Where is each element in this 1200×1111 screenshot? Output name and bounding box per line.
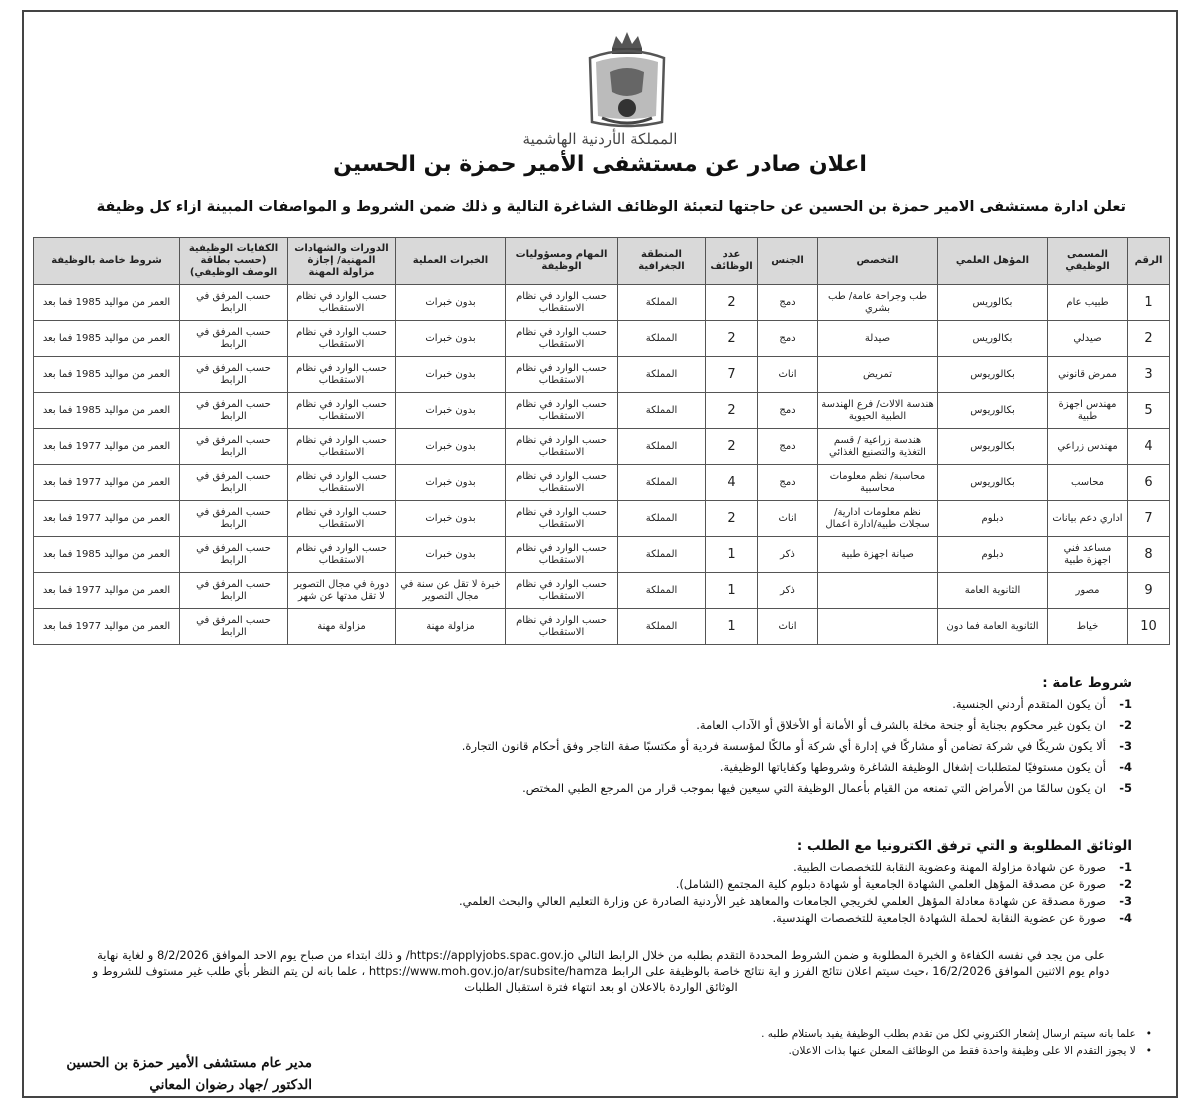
table-cell: حسب المرفق في الرابط [180, 609, 288, 645]
table-cell: مهندس زراعي [1048, 429, 1128, 465]
table-cell: 4 [706, 465, 758, 501]
table-cell: المملكة [618, 321, 706, 357]
table-cell: حسب الوارد في نظام الاستقطاب [288, 537, 396, 573]
apply-line-1: على من يجد في نفسه الكفاءة و الخبرة المطلوبة و ضمن الشروط المحددة التقدم بطلبه من خلال الرابط التالي https://applyjobs.spac.gov.jo/ و ذلك ابتداء من صباح يوم الاحد الموافق 8/2/2026 و لغاية نهاية [97, 948, 1105, 962]
table-cell: العمر من مواليد 1985 فما بعد [34, 285, 180, 321]
table-cell: خياط [1048, 609, 1128, 645]
list-item-text: ان يكون غير محكوم بجناية أو جنحة مخلة بالشرف أو الأمانة أو الأخلاق أو الآداب العامة. [696, 718, 1106, 732]
table-cell: بدون خبرات [396, 285, 506, 321]
table-cell: بدون خبرات [396, 393, 506, 429]
column-header: عدد الوظائف [706, 238, 758, 285]
column-header: شروط خاصة بالوظيفة [34, 238, 180, 285]
column-header: الدورات والشهادات المهنية/ إجازة مزاولة المهنة [288, 238, 396, 285]
table-cell: بكالوريوس [938, 357, 1048, 393]
table-cell: حسب المرفق في الرابط [180, 465, 288, 501]
table-cell: بدون خبرات [396, 465, 506, 501]
table-cell: 7 [706, 357, 758, 393]
table-cell: مصور [1048, 573, 1128, 609]
table-cell: 5 [1128, 393, 1170, 429]
table-cell: 2 [706, 393, 758, 429]
table-cell: بكالوريس [938, 285, 1048, 321]
list-item-number: 3- [1119, 739, 1132, 753]
table-cell: اناث [758, 357, 818, 393]
table-row [34, 501, 1170, 537]
table-cell: 9 [1128, 573, 1170, 609]
table-cell: 8 [1128, 537, 1170, 573]
table-cell: حسب الوارد في نظام الاستقطاب [288, 501, 396, 537]
table-cell: دمج [758, 429, 818, 465]
table-cell: المملكة [618, 465, 706, 501]
column-header: الخبرات العملية [396, 238, 506, 285]
list-item-text: أن يكون مستوفيًا لمتطلبات إشغال الوظيفة الشاغرة وشروطها وكفاياتها الوظيفية. [719, 760, 1106, 774]
table-cell: بكالوريوس [938, 393, 1048, 429]
jobs-table [33, 237, 1170, 645]
table-cell: صيدلة [818, 321, 938, 357]
table-cell: حسب الوارد في نظام الاستقطاب [288, 321, 396, 357]
table-cell: بدون خبرات [396, 321, 506, 357]
table-cell: العمر من مواليد 1977 فما بعد [34, 501, 180, 537]
table-cell: العمر من مواليد 1985 فما بعد [34, 357, 180, 393]
list-item [462, 718, 1132, 732]
apply-line-2: دوام يوم الاثنين الموافق 16/2/2026 ،حيث سيتم اعلان نتائج الفرز و اية نتائج خاصة بالوظيفة على الرابط https://www.moh.gov.jo/ar/subsite/hamza ، علما بانه لن يتم النظر بأي طلب غير مستوف للشروط و [92, 964, 1110, 978]
table-cell: ممرض قانوني [1048, 357, 1128, 393]
table-cell: مزاولة مهنة [288, 609, 396, 645]
table-cell: 10 [1128, 609, 1170, 645]
column-header: الجنس [758, 238, 818, 285]
table-cell: حسب المرفق في الرابط [180, 573, 288, 609]
table-cell: 1 [706, 573, 758, 609]
table-cell: حسب الوارد في نظام الاستقطاب [506, 465, 618, 501]
table-cell: العمر من مواليد 1985 فما بعد [34, 393, 180, 429]
announcement-title: اعلان صادر عن مستشفى الأمير حمزة بن الحسين [333, 152, 867, 177]
table-cell: طبيب عام [1048, 285, 1128, 321]
table-cell: 4 [1128, 429, 1170, 465]
list-item [462, 760, 1132, 774]
general-conditions-title: شروط عامة : [1042, 675, 1132, 691]
table-cell: 1 [1128, 285, 1170, 321]
table-cell: دمج [758, 321, 818, 357]
table-cell: المملكة [618, 609, 706, 645]
table-cell: حسب المرفق في الرابط [180, 501, 288, 537]
list-item [459, 894, 1132, 908]
column-header: المؤهل العلمي [938, 238, 1048, 285]
table-cell: مهندس اجهزة طبية [1048, 393, 1128, 429]
list-item-number: 1- [1119, 860, 1132, 874]
application-instructions [42, 947, 1160, 995]
table-cell: حسب المرفق في الرابط [180, 285, 288, 321]
table-cell: حسب الوارد في نظام الاستقطاب [288, 393, 396, 429]
table-cell: العمر من مواليد 1977 فما بعد [34, 429, 180, 465]
table-cell: بدون خبرات [396, 357, 506, 393]
list-item-number: 2- [1119, 877, 1132, 891]
list-item-text: أن يكون المتقدم أردني الجنسية. [952, 697, 1106, 711]
table-cell: اناث [758, 609, 818, 645]
column-header: المنطقة الجغرافية [618, 238, 706, 285]
table-cell: المملكة [618, 285, 706, 321]
table-row [34, 357, 1170, 393]
table-cell: دمج [758, 393, 818, 429]
column-header: التخصص [818, 238, 938, 285]
table-cell: مساعد فني اجهزة طبية [1048, 537, 1128, 573]
table-cell: هندسة الالات/ فرع الهندسة الطبية الحيوية [818, 393, 938, 429]
table-cell: بكالوريس [938, 321, 1048, 357]
table-cell: حسب الوارد في نظام الاستقطاب [506, 357, 618, 393]
table-row [34, 393, 1170, 429]
table-cell: العمر من مواليد 1977 فما بعد [34, 573, 180, 609]
table-cell: بكالوريوس [938, 429, 1048, 465]
table-cell: دمج [758, 465, 818, 501]
signature-title: مدير عام مستشفى الأمير حمزة بن الحسين [66, 1055, 312, 1071]
table-cell: دورة في مجال التصوير لا تقل مدتها عن شهر [288, 573, 396, 609]
table-cell: بدون خبرات [396, 537, 506, 573]
table-cell: خبرة لا تقل عن سنة في مجال التصوير [396, 573, 506, 609]
list-item-number: 3- [1119, 894, 1132, 908]
note-item: • علما بانه سيتم ارسال إشعار الكتروني لكل من تقدم بطلب الوظيفة يفيد باستلام طلبه . [692, 1028, 1152, 1040]
list-item-text: صورة عن مصدقة المؤهل العلمي الشهادة الجامعية أو شهادة دبلوم كلية المجتمع (الشامل). [675, 877, 1106, 891]
table-cell: 2 [706, 501, 758, 537]
table-cell: حسب الوارد في نظام الاستقطاب [288, 429, 396, 465]
intro-text: تعلن ادارة مستشفى الامير حمزة بن الحسين عن حاجتها لتعبئة الوظائف الشاغرة التالية و ذلك ضمن الشروط و المواصفات المبينة ازاء كل وظيفة [96, 199, 1126, 215]
column-header: الرقم [1128, 238, 1170, 285]
list-item [462, 781, 1132, 795]
table-row [34, 537, 1170, 573]
table-cell: بدون خبرات [396, 501, 506, 537]
table-cell: 7 [1128, 501, 1170, 537]
table-cell: بكالوريوس [938, 465, 1048, 501]
table-cell: حسب الوارد في نظام الاستقطاب [288, 465, 396, 501]
table-cell: دبلوم [938, 501, 1048, 537]
table-cell: دبلوم [938, 537, 1048, 573]
table-cell [818, 573, 938, 609]
table-header-row [34, 238, 1170, 285]
table-cell: هندسة زراعية / قسم التغذية والتصنيع الغذائي [818, 429, 938, 465]
table-cell: حسب الوارد في نظام الاستقطاب [506, 285, 618, 321]
table-cell: المملكة [618, 537, 706, 573]
list-item-text: صورة عن عضوية النقابة لحملة الشهادة الجامعية للتخصصات الهندسية. [772, 911, 1106, 925]
table-cell: حسب الوارد في نظام الاستقطاب [506, 429, 618, 465]
table-cell: 3 [1128, 357, 1170, 393]
list-item [459, 860, 1132, 874]
table-cell: العمر من مواليد 1985 فما بعد [34, 537, 180, 573]
apply-line-3: الوثائق الواردة بالاعلان او بعد انتهاء فترة استقبال الطلبات [464, 980, 738, 994]
required-documents [459, 838, 1132, 928]
table-cell: صيدلي [1048, 321, 1128, 357]
table-cell: محاسب [1048, 465, 1128, 501]
table-cell: صيانة اجهزة طبية [818, 537, 938, 573]
table-cell: المملكة [618, 429, 706, 465]
table-cell: حسب الوارد في نظام الاستقطاب [506, 609, 618, 645]
list-item [462, 697, 1132, 711]
table-cell: دمج [758, 285, 818, 321]
column-header: المهام ومسؤوليات الوظيفة [506, 238, 618, 285]
table-row [34, 321, 1170, 357]
table-cell: تمريض [818, 357, 938, 393]
table-row [34, 429, 1170, 465]
general-conditions [462, 675, 1132, 802]
table-cell: حسب المرفق في الرابط [180, 321, 288, 357]
table-cell: حسب الوارد في نظام الاستقطاب [288, 357, 396, 393]
table-cell: حسب الوارد في نظام الاستقطاب [506, 321, 618, 357]
column-header: الكفايات الوظيفية (حسب بطاقة الوصف الوظيفي) [180, 238, 288, 285]
jordan-coat-of-arms-icon [572, 26, 682, 136]
table-cell: 2 [706, 285, 758, 321]
announcement-page [22, 10, 1178, 1098]
table-cell: 2 [1128, 321, 1170, 357]
table-cell: 2 [706, 321, 758, 357]
list-item-text: ألا يكون شريكًا في شركة تضامن أو مشاركًا في إدارة أي شركة أو مالكًا لمؤسسة فردية أو مكتسبًا صفة التاجر وفق أحكام قانون التجارة. [461, 739, 1106, 753]
table-cell: 1 [706, 609, 758, 645]
table-cell: العمر من مواليد 1985 فما بعد [34, 321, 180, 357]
table-cell: نظم معلومات ادارية/سجلات طبية/ادارة اعمال [818, 501, 938, 537]
table-cell: بدون خبرات [396, 429, 506, 465]
table-cell: حسب الوارد في نظام الاستقطاب [506, 393, 618, 429]
table-cell: الثانوية العامة [938, 573, 1048, 609]
table-cell: طب وجراحة عامة/ طب بشري [818, 285, 938, 321]
table-cell: المملكة [618, 501, 706, 537]
table-cell: المملكة [618, 573, 706, 609]
list-item [462, 739, 1132, 753]
signature-block [52, 1052, 312, 1096]
table-cell: حسب الوارد في نظام الاستقطاب [288, 285, 396, 321]
notes [692, 1028, 1152, 1062]
table-row [34, 609, 1170, 645]
table-cell: 6 [1128, 465, 1170, 501]
list-item-text: ان يكون سالمًا من الأمراض التي تمنعه من القيام بأعمال الوظيفة التي سيعين فيها بموجب قرار من المرجع الطبي المختص. [522, 781, 1106, 795]
list-item-number: 4- [1119, 911, 1132, 925]
signature-name: الدكتور /جهاد رضوان المعاني [149, 1077, 312, 1093]
table-row [34, 573, 1170, 609]
table-row [34, 285, 1170, 321]
table-cell: العمر من مواليد 1977 فما بعد [34, 465, 180, 501]
list-item-text: صورة عن شهادة مزاولة المهنة وعضوية النقابة للتخصصات الطبية. [793, 860, 1106, 874]
table-cell: 2 [706, 429, 758, 465]
table-cell: ذكر [758, 573, 818, 609]
table-cell: حسب المرفق في الرابط [180, 393, 288, 429]
list-item-number: 4- [1119, 760, 1132, 774]
table-cell: العمر من مواليد 1977 فما بعد [34, 609, 180, 645]
list-item [459, 911, 1132, 925]
list-item-number: 5- [1119, 781, 1132, 795]
table-cell: مزاولة مهنة [396, 609, 506, 645]
table-cell: ذكر [758, 537, 818, 573]
list-item-text: صورة مصدقة عن شهادة معادلة المؤهل العلمي لخريجي الجامعات والمعاهد غير الأردنية الصادرة عن وزارة التعليم العالي والبحث العلمي. [458, 894, 1106, 908]
table-cell: 1 [706, 537, 758, 573]
note-item: • لا يجوز التقدم الا على وظيفة واحدة فقط من الوظائف المعلن عنها بذات الاعلان. [692, 1045, 1152, 1057]
column-header: المسمى الوظيفي [1048, 238, 1128, 285]
table-cell: حسب الوارد في نظام الاستقطاب [506, 501, 618, 537]
table-cell [818, 609, 938, 645]
table-cell: حسب الوارد في نظام الاستقطاب [506, 573, 618, 609]
table-cell: حسب المرفق في الرابط [180, 537, 288, 573]
table-cell: المملكة [618, 393, 706, 429]
kingdom-name: المملكة الأردنية الهاشمية [522, 130, 678, 148]
required-documents-title: الوثائق المطلوبة و التي ترفق الكترونيا مع الطلب : [796, 838, 1132, 854]
table-row [34, 465, 1170, 501]
table-cell: الثانوية العامة فما دون [938, 609, 1048, 645]
table-cell: حسب المرفق في الرابط [180, 429, 288, 465]
table-cell: محاسبة/ نظم معلومات محاسبية [818, 465, 938, 501]
table-cell: حسب الوارد في نظام الاستقطاب [506, 537, 618, 573]
table-cell: المملكة [618, 357, 706, 393]
table-cell: حسب المرفق في الرابط [180, 357, 288, 393]
list-item-number: 1- [1119, 697, 1132, 711]
list-item-number: 2- [1119, 718, 1132, 732]
table-cell: اناث [758, 501, 818, 537]
table-cell: اداري دعم بيانات [1048, 501, 1128, 537]
list-item [459, 877, 1132, 891]
